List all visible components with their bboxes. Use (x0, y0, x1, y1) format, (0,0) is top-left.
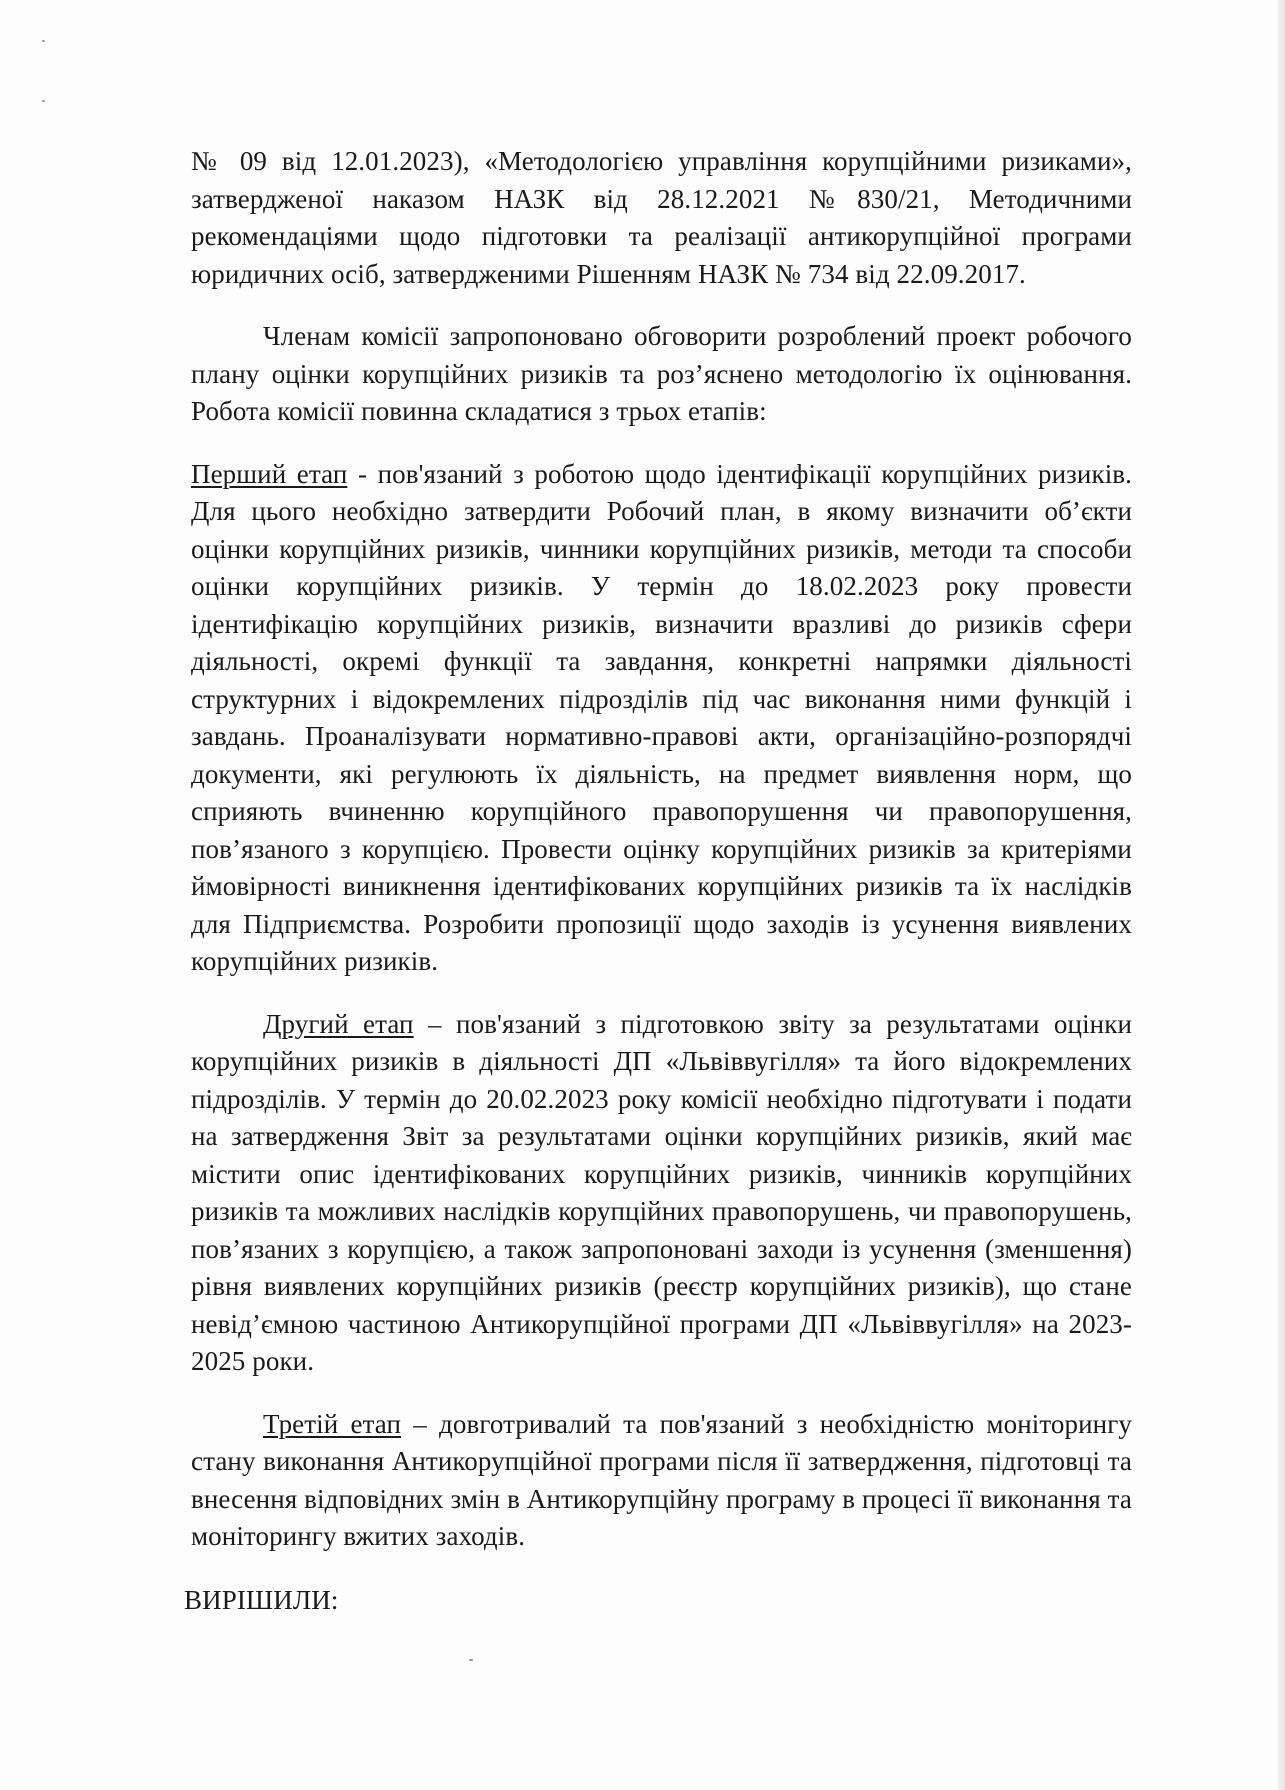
resolved-heading: ВИРІШИЛИ: (184, 1584, 339, 1615)
scan-speck (42, 100, 45, 102)
scan-speck (42, 40, 45, 42)
stage-3-text: – довготривалий та пов'язаний з необхідністю моніторингу стану виконання Антикорупційної програми після її затвердження, підготовці та внесення відповідних змін в Антикорупційну програму в процесі її виконання та моніторингу вжитих заходів. (191, 1408, 1132, 1551)
stage-3-title: Третій етап (263, 1408, 402, 1439)
document-body (184, 143, 1132, 1619)
stage-2-title: Другий етап (263, 1008, 414, 1039)
intro-paragraph: № 09 від 12.01.2023), «Методологією управління корупційними ризиками», затвердженої наказом НАЗК від 28.12.2021 №830/21, Методичними рекомендаціями щодо підготовки та реалізації антикорупційної програми юридичних осіб, затвердженими Рішенням НАЗК № 734 від 22.09.2017. (191, 146, 1132, 289)
proposal-paragraph: Членам комісії запропоновано обговорити розроблений проект робочого плану оцінки корупційних ризиків та роз’яснено методологію їх оцінювання. Робота комісії повинна складатися з трьох етапів: (191, 321, 1132, 426)
stage-1-paragraph (191, 456, 1132, 981)
stage-1-title: Перший етап (191, 458, 348, 489)
stage-2-text: – пов'язаний з підготовкою звіту за результатами оцінки корупційних ризиків в діяльності ДП «Львіввугілля» та його відокремлених підрозділів. У термін до 20.02.2023 року комісії необхідно підготувати і подати на затвердження Звіт за результатами оцінки корупційних ризиків, який має містити опис ідентифікованих корупційних ризиків, чинників корупційних ризиків та можливих наслідків корупційних правопорушень, чи правопорушень, пов’язаних з корупцією, а також запропоновані заходи із усунення (зменшення) рівня виявлених корупційних ризиків (реєстр корупційних ризиків), що стане невід’ємною частиною Антикорупційної програми ДП «Львіввугілля» на 2023-2025 роки. (191, 1008, 1132, 1376)
stage-3-paragraph (191, 1406, 1132, 1556)
scan-speck (469, 1659, 473, 1661)
stage-2-paragraph (191, 1006, 1132, 1381)
scan-edge-shadow (1278, 0, 1285, 1790)
stage-1-text: - пов'язаний з роботою щодо ідентифікації корупційних ризиків. Для цього необхідно затвердити Робочий план, в якому визначити об’єкти оцінки корупційних ризиків, чинники корупційних ризиків, методи та способи оцінки корупційних ризиків. У термін до 18.02.2023 року провести ідентифікацію корупційних ризиків, визначити вразливі до ризиків сфери діяльності, окремі функції та завдання, конкретні напрямки діяльності структурних і відокремлених підрозділів під час виконання ними функцій і завдань. Проаналізувати нормативно-правові акти, організаційно-розпорядчі документи, які регулюють їх діяльність, на предмет виявлення норм, що сприяють вчиненню корупційного правопорушення чи правопорушення, пов’язаного з корупцією. Провести оцінку корупційних ризиків за критеріями ймовірності виникнення ідентифікованих корупційних ризиків та їх наслідків для Підприємства. Розробити пропозиції щодо заходів із усунення виявлених корупційних ризиків. (191, 458, 1132, 976)
